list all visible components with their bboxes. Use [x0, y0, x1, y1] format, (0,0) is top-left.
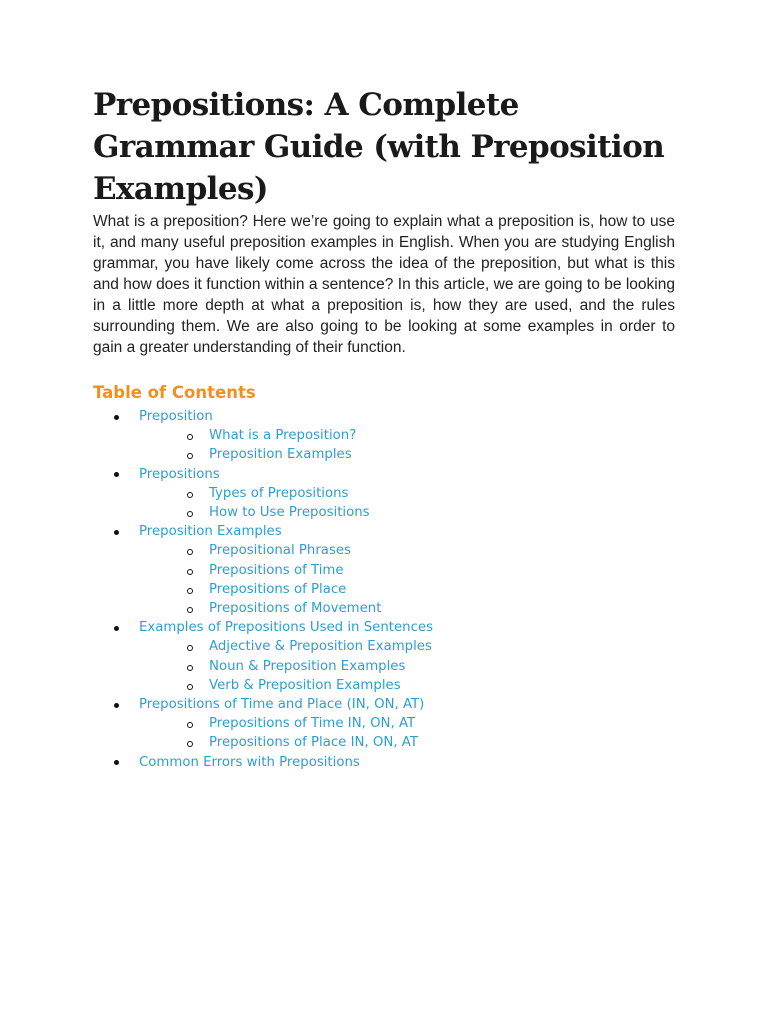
toc-sublink[interactable]: Prepositions of Time IN, ON, AT — [209, 716, 416, 732]
toc-subitem — [139, 599, 675, 618]
toc-subitem — [139, 561, 675, 580]
toc-sublist — [139, 484, 675, 522]
circle-bullet-icon — [187, 588, 193, 594]
toc-sublink[interactable]: Prepositions of Place — [209, 581, 347, 597]
circle-bullet-icon — [187, 569, 193, 575]
toc-sublist — [139, 637, 675, 695]
circle-bullet-icon — [187, 645, 193, 651]
toc-item — [93, 695, 675, 753]
toc-item — [93, 407, 675, 465]
circle-bullet-icon — [187, 665, 193, 671]
toc-link[interactable]: Examples of Prepositions Used in Sentences — [139, 620, 433, 636]
toc-subitem — [139, 503, 675, 522]
bullet-icon — [114, 530, 119, 535]
bullet-icon — [114, 626, 119, 631]
toc-subitem — [139, 426, 675, 445]
bullet-icon — [114, 472, 119, 477]
toc-subitem — [139, 637, 675, 656]
toc-item — [93, 465, 675, 523]
toc-subitem — [139, 733, 675, 752]
toc-item — [93, 618, 675, 695]
bullet-icon — [114, 703, 119, 708]
bullet-icon — [114, 415, 119, 420]
circle-bullet-icon — [187, 549, 193, 555]
circle-bullet-icon — [187, 492, 193, 498]
toc-sublink[interactable]: Prepositional Phrases — [209, 543, 351, 559]
toc-item — [93, 522, 675, 618]
toc-sublink[interactable]: Noun & Preposition Examples — [209, 658, 406, 674]
table-of-contents — [93, 407, 675, 772]
toc-link[interactable]: Prepositions of Time and Place (IN, ON, AT) — [139, 697, 425, 713]
toc-subitem — [139, 676, 675, 695]
toc-sublist — [139, 426, 675, 464]
document-page — [93, 84, 675, 772]
toc-link[interactable]: Common Errors with Prepositions — [139, 754, 360, 770]
toc-sublink[interactable]: Prepositions of Movement — [209, 601, 382, 617]
toc-sublink[interactable]: Preposition Examples — [209, 447, 352, 463]
toc-sublink[interactable]: How to Use Prepositions — [209, 505, 370, 521]
toc-sublink[interactable]: Adjective & Preposition Examples — [209, 639, 432, 655]
toc-sublink[interactable]: Types of Prepositions — [209, 485, 349, 501]
toc-subitem — [139, 580, 675, 599]
toc-sublink[interactable]: Verb & Preposition Examples — [209, 677, 401, 693]
toc-subitem — [139, 714, 675, 733]
toc-subitem — [139, 541, 675, 560]
circle-bullet-icon — [187, 511, 193, 517]
circle-bullet-icon — [187, 453, 193, 459]
circle-bullet-icon — [187, 434, 193, 440]
toc-sublink[interactable]: Prepositions of Place IN, ON, AT — [209, 735, 418, 751]
toc-item — [93, 753, 675, 772]
toc-link[interactable]: Preposition — [139, 409, 213, 424]
toc-subitem — [139, 657, 675, 676]
toc-sublink[interactable]: Prepositions of Time — [209, 562, 344, 578]
toc-sublist — [139, 714, 675, 752]
toc-heading: Table of Contents — [93, 383, 256, 402]
toc-subitem — [139, 445, 675, 464]
toc-link[interactable]: Preposition Examples — [139, 524, 282, 540]
circle-bullet-icon — [187, 741, 193, 747]
circle-bullet-icon — [187, 607, 193, 613]
intro-paragraph: What is a preposition? Here we’re going to explain what a preposition is, how to use it, and many useful preposition examples in English. When you are studying English grammar, you have likely come across the idea of the preposition, but what is this and how does it function within a sentence? In this article, we are going to be looking in a little more depth at what a preposition is, how they are used, and the rules surrounding them. We are also going to be looking at some examples in order to gain a greater understanding of their function. — [93, 213, 675, 356]
toc-subitem — [139, 484, 675, 503]
circle-bullet-icon — [187, 684, 193, 690]
document-title: Prepositions: A Complete Grammar Guide (with Preposition Examples) — [93, 87, 665, 207]
toc-link[interactable]: Prepositions — [139, 466, 220, 482]
toc-sublist — [139, 541, 675, 618]
circle-bullet-icon — [187, 722, 193, 728]
bullet-icon — [114, 760, 119, 765]
toc-sublink[interactable]: What is a Preposition? — [209, 428, 357, 444]
